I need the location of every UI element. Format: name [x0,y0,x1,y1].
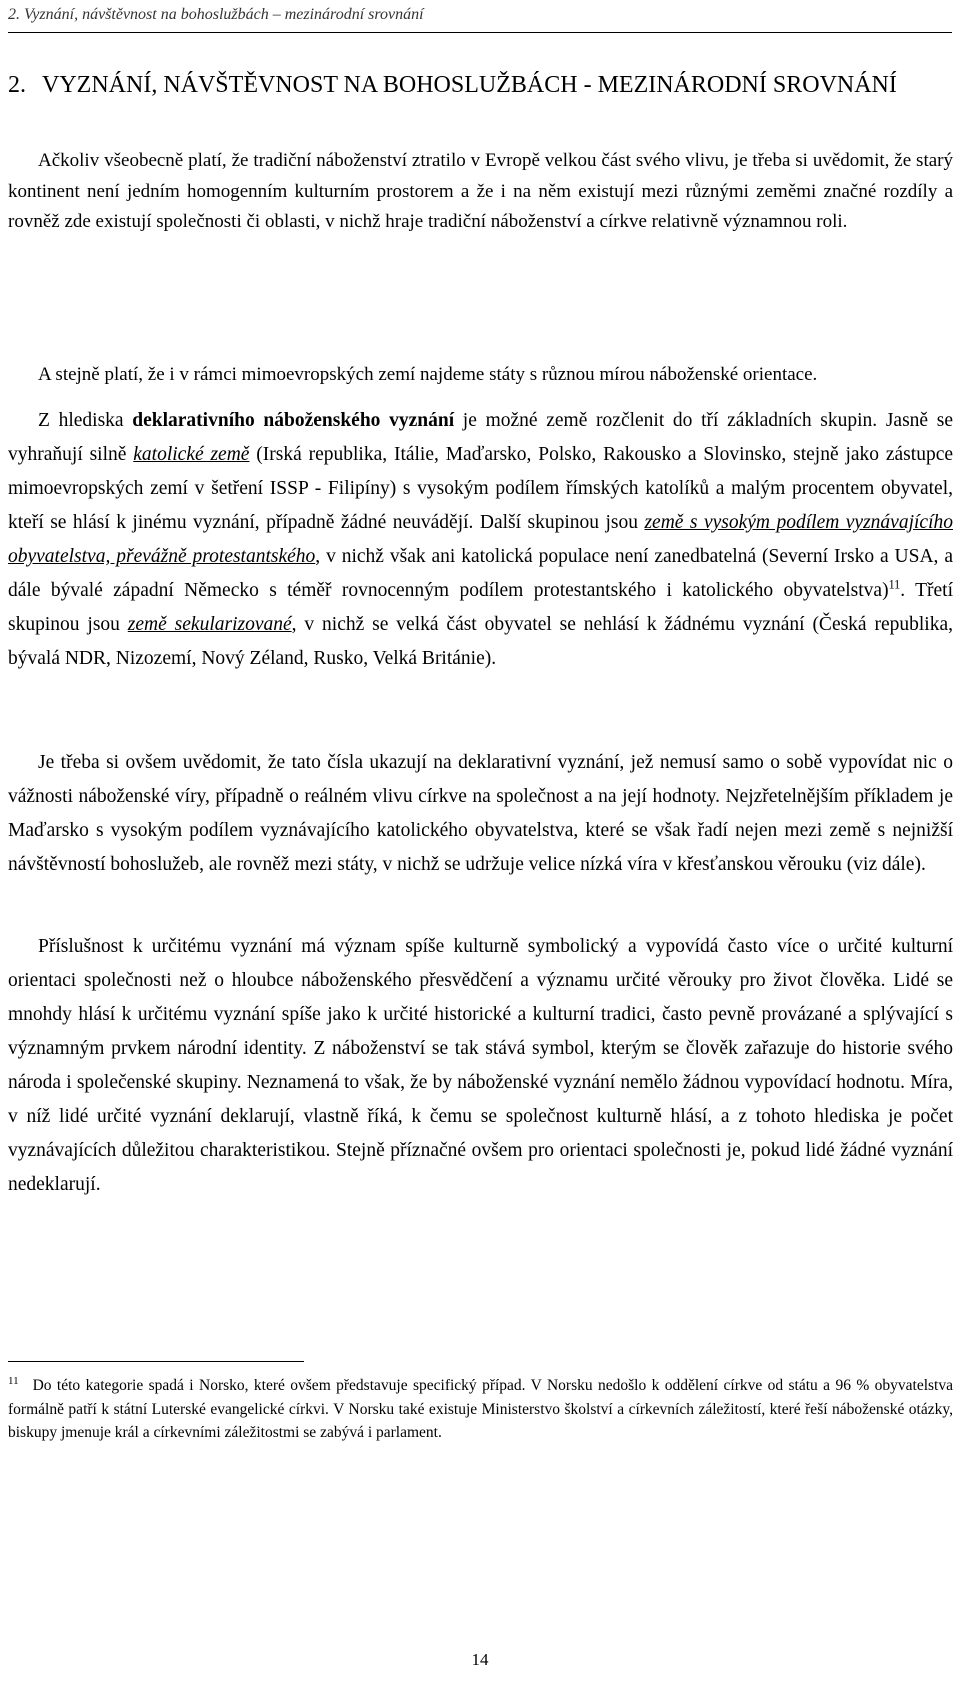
p3-text-6: , v nichž se velká část obyvatel se nehlásí k žádnému vyznání (Česká republika, bývalá NDR, Nizozemí, Nový Zéland, Rusko, Velká Británie). [8,614,953,669]
p3-bold-term: deklarativního náboženského vyznání [132,410,455,431]
p3-text-5: . Třetí skupinou jsou [8,580,953,635]
header-rule [8,32,952,33]
p3-text-2: je možné země rozčlenit do tří základních skupin. Jasně se vyhraňují silně [8,410,953,465]
chapter-title-text: VYZNÁNÍ, NÁVŠTĚVNOST NA BOHOSLUŽBÁCH - MEZINÁRODNÍ SROVNÁNÍ [42,72,897,98]
running-head: 2. Vyznání, návštěvnost na bohoslužbách – mezinárodní srovnání [8,6,424,23]
p3-text-4: , v nichž však ani katolická populace není zanedbatelná (Severní Irsko a USA, a dále bývalé západní Německo s téměř rovnocenným podílem protestantského i katolického obyvatelstva) [8,546,953,601]
paragraph-5: Příslušnost k určitému vyznání má význam spíše kulturně symbolický a vypovídá často více o určité kulturní orientaci společnosti než o hloubce náboženského přesvědčení a významu určité věrouky pro život člověka. Lidé se mnohdy hlásí k určitému vyznání spíše jako k určité historické a kulturní tradici, často pevně provázané a splývající s významným prvkem národní identity. Z náboženství se tak stává symbol, kterým se člověk zařazuje do historie svého národa i společenské skupiny. Neznamená to však, že by náboženské vyznání nemělo žádnou vypovídací hodnotu. Míra, v níž lidé určité vyznání deklarují, vlastně říká, k čemu se společnost kulturně hlásí, a z tohoto hlediska je počet vyznávajících důležitou charakteristikou. Stejně příznačné ovšem pro orientaci společnosti je, pokud lidé žádné vyznání nedeklarují. [8,936,953,1195]
p3-text-3: (Irská republika, Itálie, Maďarsko, Polsko, Rakousko a Slovinsko, stejně jako zástupce mimoevropských zemí v šetření ISSP - Filipíny) s vysokým podílem římských katolíků a malým procentem obyvatel, kteří se hlásí k jinému vyznání, případně žádné neuvádějí. Další skupinou jsou [8,444,954,533]
footnote-rule [8,1361,304,1362]
footnote-number: 11 [8,1375,19,1387]
footnote-reference[interactable]: 11 [888,577,901,592]
chapter-number: 2. [8,72,26,98]
p3-text-1: Z hlediska [38,410,133,431]
paragraph-1: Ačkoliv všeobecně platí, že tradiční náboženství ztratilo v Evropě velkou část svého vlivu, je třeba si uvědomit, že starý kontinent není jedním homogenním kulturním prostorem a že i na něm existují mezi různými zeměmi značné rozdíly a rovněž zde existují společnosti či oblasti, v nichž hraje tradiční náboženství a církve relativně významnou roli. [8,150,953,232]
chapter-title [8,68,953,103]
p3-underlined-catholic: katolické země [133,444,250,465]
p3-underlined-secular: země sekularizované [127,614,292,635]
paragraph-2: A stejně platí, že i v rámci mimoevropských zemí najdeme státy s různou mírou náboženské orientace. [38,364,818,385]
footnote [8,1370,953,1445]
page-number: 14 [471,1650,489,1669]
p3-underlined-protestant: země s vysokým podílem vyznávajícího obyvatelstva, převážně protestantského [8,512,953,567]
paragraph-4: Je třeba si ovšem uvědomit, že tato čísla ukazují na deklarativní vyznání, jež nemusí samo o sobě vypovídat nic o vážnosti náboženské víry, případně o reálném vlivu církve na společnost a na její hodnoty. Nejzřetelnějším příkladem je Maďarsko s vysokým podílem vyznávajícího katolického obyvatelstva, které se však řadí nejen mezi země s nejnižší návštěvností bohoslužeb, ale rovněž mezi státy, v nichž se udržuje velice nízká víra v křesťanskou věrouku (viz dále). [8,752,953,875]
paragraph-3 [8,404,953,676]
footnote-text: Do této kategorie spadá i Norsko, které ovšem představuje specifický případ. V Norsku nedošlo k oddělení církve od státu a 96 % obyvatelstva formálně patří k státní Luterské evangelické církvi. V Norsku také existuje Ministerstvo školství a církevních záležitostí, které řeší náboženské otázky, biskupy jmenuje král a církevními záležitostmi se zabývá i parlament. [8,1377,953,1442]
